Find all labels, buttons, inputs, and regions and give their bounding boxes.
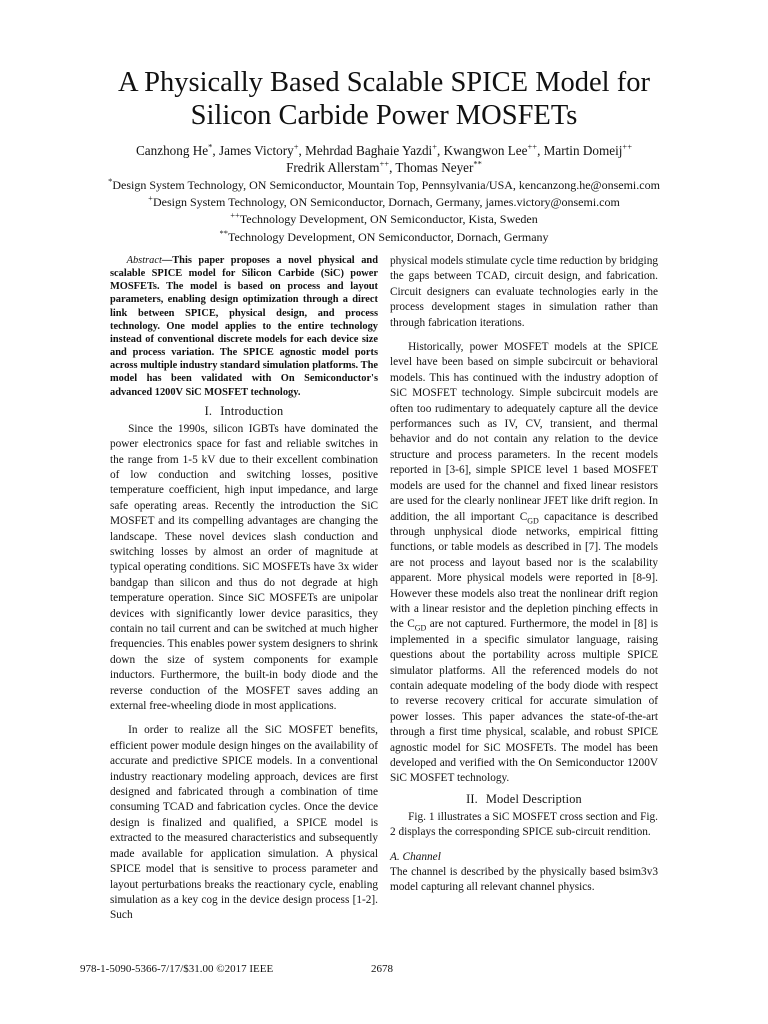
right-column [390, 254, 658, 896]
abstract-body: This paper proposes a novel physical and scalable SPICE model for Silicon Carbide (SiC) power MOSFETs. The model is based on process and layout parameters, enabling design optimization through a direct link between SPICE, physical design, and process technology. One model applies to the entire technology instead of conventional discrete models for each device size and process variation. The SPICE agnostic model ports across multiple industry standard simulation platforms. The model has been validated with On Semiconductor's advanced 1200V SiC MOSFET technology. [110, 255, 378, 398]
left-column [110, 254, 378, 924]
author: Thomas Neyer** [395, 158, 482, 175]
footer-isbn: 978-1-5090-5366-7/17/$31.00 ©2017 IEEE [80, 963, 274, 975]
author: Fredrik Allerstam++, [286, 158, 396, 175]
abstract-label: Abstract [126, 255, 162, 266]
section-heading-model-description: II. Model Description [466, 791, 582, 806]
body-paragraph: Fig. 1 illustrates a SiC MOSFET cross section and Fig. 2 displays the corresponding SPICE sub-circuit rendition. [390, 810, 658, 839]
title-line-1: A Physically Based Scalable SPICE Model for [118, 67, 650, 98]
section-heading-introduction: I. Introduction [204, 403, 284, 418]
body-paragraph: physical models stimulate cycle time reduction by bridging the gaps between TCAD, circuit design, and fabrication. Circuit designers can evaluate technologies early in the process development stages in simulation rather than through fabrication iterations. [390, 255, 658, 329]
subsection-heading-channel: A. Channel [390, 850, 441, 863]
body-paragraph: In order to realize all the SiC MOSFET benefits, efficient power module design hinges on the availability of accurate and predictive SPICE models. In a conventional industry reactionary modeling approach, devices are first designed and fabricated through a combination of time consuming TCAD and fabrication cycles. Once the device design is finalized and qualified, a SPICE model is extracted to the measured characteristics and subsequently made available for application simulation. A physical SPICE model that is sensitive to process parameter and layout perturbations breaks the reactionary cycle, enabling simulation as a key cog in the device design process [1-2]. Such [110, 724, 378, 922]
abstract: Abstract—This paper proposes a novel physical and scalable SPICE model for Silicon Carbide (SiC) power MOSFETs. The model is based on process and layout parameters, enabling design optimization through a direct link between SPICE, physical design, and process technology. One model applies to the entire technology instead of conventional discrete models for each device size and process variation. The SPICE agnostic model ports across multiple industry standard simulation platforms. The model has been validated with On Semiconductor's advanced 1200V SiC MOSFET technology. [110, 255, 378, 398]
affiliation-list [40, 177, 728, 246]
affiliation: *Design System Technology, ON Semiconductor, Mountain Top, Pennsylvania/USA, kencanzong.he@onsemi.com [108, 176, 660, 192]
body-paragraph: Since the 1990s, silicon IGBTs have dominated the power electronics space for fast and reliable switches in the range from 1-5 kV due to their excellent combination of low conduction and switching losses, positive temperature coefficient, high input impedance, and large safe operating areas. Recently the introduction the SiC MOSFET and its compelling advantages are changing the landscape. These novel devices slash conduction and switching losses by almost an order of magnitude at typical operating conditions. SiC MOSFETs have 3x wider bandgap than silicon and thus do not degrade at high temperature operation. Since SiC MOSFETs are unipolar devices with significantly lower device parasitics, they contain no tail current and can be switched at much higher frequencies. This enables power system designers to shrink down the size of system components for example inductors. Furthermore, the built-in body diode and the reverse conduction of the MOSFET saves adding an external free-wheeling diode in most applications. [110, 422, 378, 713]
body-paragraph: Historically, power MOSFET models at the SPICE level have been based on simple subcircuit or behavioral models. This has continued with the industry adoption of SiC MOSFET technology. Simple subcircuit models are often too rudimentary to adequately capture all the device performances such as IV, CV, transient, and thermal behavior and do not contain any relation to the device structure and process parameters. In the recent models reported in [3-6], simple SPICE level 1 based MOSFET models are used for the channel and fixed linear resistors are used for the clearly nonlinear JFET like drift region. In addition, the all important $C_{GD}$ capacitance is described through unphysical diode networks, empirical fitting functions, or table models as described in [7]. The models are not process and layout based nor is the scalability apparent. More physical models were reported in [8-9]. However these models also treat the nonlinear drift region with a linear resistor and the depletion pinching effects in the $C_{GD}$ are not captured. Furthermore, the model in [8] is implemented in a specific simulator language, raising questions about the portability across multiple SPICE simulator platforms. All the referenced models do not contain adequate modeling of the body diode with respect to reverse recovery critical for accurate simulation of power losses. This paper advances the state-of-the-art through a first time physical, scalable, and robust SPICE agnostic model for SiC MOSFETs. The model has been developed and verified with the On Semiconductor 1200V SiC MOSFET technology. [390, 341, 658, 785]
author: Martin Domeij++ [543, 141, 633, 158]
author: Mehrdad Baghaie Yazdi+, [305, 141, 444, 158]
author: Kwangwon Lee++, [443, 141, 544, 158]
author: James Victory+, [218, 141, 306, 158]
affiliation: +Design System Technology, ON Semiconductor, Dornach, Germany, james.victory@onsemi.com [148, 193, 620, 210]
author-list [60, 142, 708, 176]
affiliation: ++Technology Development, ON Semiconductor, Kista, Sweden [230, 210, 538, 227]
affiliation: **Technology Development, ON Semiconductor, Dornach, Germany [219, 227, 549, 244]
author: Canzhong He*, [135, 141, 219, 158]
title-line-2: Silicon Carbide Power MOSFETs [190, 100, 578, 131]
paper-title [80, 66, 688, 132]
body-paragraph: The channel is described by the physically based bsim3v3 model capturing all relevant channel physics. [390, 866, 658, 894]
footer-page-number: 2678 [371, 963, 393, 975]
